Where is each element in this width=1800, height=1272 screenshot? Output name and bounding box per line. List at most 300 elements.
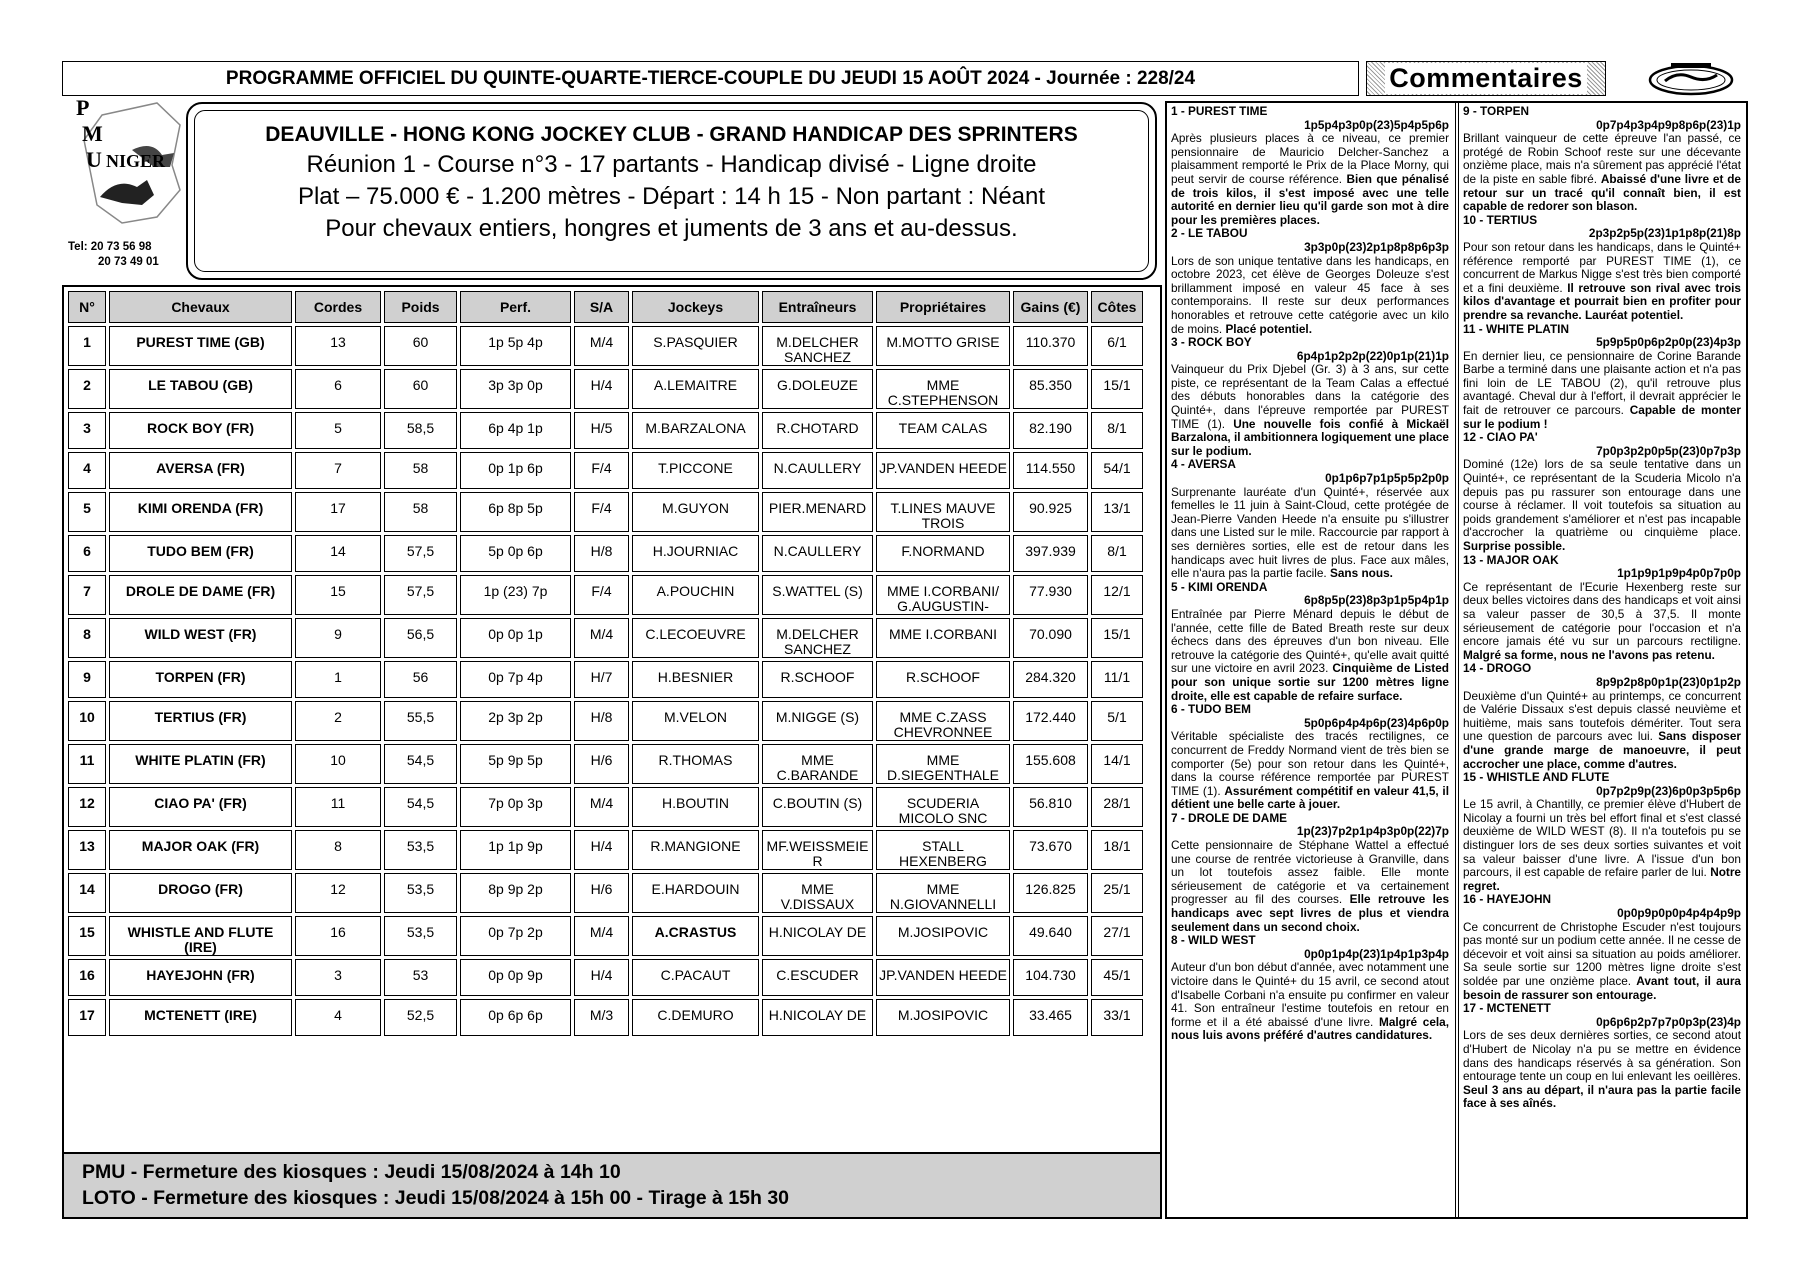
cell-cote: 25/1	[1091, 873, 1143, 913]
race-title: DEAUVILLE - HONG KONG JOCKEY CLUB - GRAND HANDICAP DES SPRINTERS	[265, 123, 1078, 146]
cell-horse: TORPEN (FR)	[109, 661, 292, 698]
cell-owner: JP.VANDEN HEEDE	[876, 452, 1010, 489]
cell-cote: 18/1	[1091, 830, 1143, 870]
cell-cote: 6/1	[1091, 326, 1143, 366]
col-header-cordes: Cordes	[295, 291, 381, 323]
table-row	[68, 661, 1143, 698]
comment-body: En dernier lieu, ce pensionnaire de Corine Barande Barbe a terminé dans une plaisante action et n'a pas fini loin de LE TABOU (2), qu'il retrouve plus avantagé. Cheval dur à l'effort, il devrait apprécier le fait de retrouver ce parcours.	[1463, 348, 1741, 418]
cell-num: 15	[68, 916, 106, 956]
comment-horse-heading: 16 - HAYEJOHN	[1463, 892, 1552, 907]
cell-horse: WHISTLE AND FLUTE (IRE)	[109, 916, 292, 956]
cell-num: 4	[68, 452, 106, 489]
pmu-niger-logo	[62, 95, 187, 230]
comment-body: Le 15 avril, à Chantilly, ce premier élève d'Hubert de Nicolay a fourni un très bel effort final et s'est classé deuxième de WILD WEST (8). Il n'a toutefois pu se distinguer lors de ses deux sorties suivantes et voit sa valeur baisser d'une livre. A l'issue d'un bon parcours, il est capable de refaire parler de lui.	[1463, 797, 1741, 880]
comment-verdict: Assurément compétitif en valeur 41,5, il détient une belle carte à jouer.	[1171, 783, 1449, 812]
cell-num: 14	[68, 873, 106, 913]
commentaires-label: Commentaires	[1385, 63, 1587, 94]
cell-cote: 5/1	[1091, 701, 1143, 741]
cell-owner: TEAM CALAS	[876, 412, 1010, 449]
cell-jockey: R.MANGIONE	[632, 830, 759, 870]
cell-perf: 0p 6p 6p	[460, 999, 571, 1036]
cell-trainer: M.NIGGE (S)	[762, 701, 873, 741]
cell-jockey: R.THOMAS	[632, 744, 759, 784]
comment-text	[1171, 363, 1449, 458]
cell-jockey: C.LECOEUVRE	[632, 618, 759, 658]
cell-sa: H/4	[574, 959, 629, 996]
cell-num: 5	[68, 492, 106, 532]
cell-corde: 17	[295, 492, 381, 532]
cell-corde: 8	[295, 830, 381, 870]
cell-horse: PUREST TIME (GB)	[109, 326, 292, 366]
comment-verdict: Notre regret.	[1463, 865, 1741, 893]
comment-verdict: Il retrouve son rival avec trois kilos d'avantage et pourrait bien en profiter pour prendre sa revanche. Lauréat potentiel.	[1463, 280, 1741, 322]
col-header-perf: Perf.	[460, 291, 571, 323]
comment-verdict: Cinquième de Listed pour son unique sortie sur 1200 mètres ligne droite, elle est capable de refaire surface.	[1171, 661, 1449, 703]
table-row	[68, 412, 1143, 449]
comment-performance-sequence: 8p9p2p8p0p1p(23)0p1p2p	[1596, 674, 1741, 689]
table-row	[68, 535, 1143, 572]
table-row	[68, 999, 1143, 1036]
cell-gains: 155.608	[1013, 744, 1088, 784]
comment-performance-sequence: 0p7p4p3p4p9p8p6p(23)1p	[1596, 117, 1741, 132]
cell-owner: MME D.SIEGENTHALE	[876, 744, 1010, 784]
cell-gains: 126.825	[1013, 873, 1088, 913]
race-header	[186, 102, 1157, 280]
cell-gains: 73.670	[1013, 830, 1088, 870]
col-header-jockeys: Jockeys	[632, 291, 759, 323]
comment-body: Deuxième d'un Quinté+ au printemps, ce concurrent de Valérie Dissaux s'est depuis classé neuvième et huitième, mais sans toutefois démériter. Tout sera une question de parcours avec lui.	[1463, 688, 1741, 744]
cell-cote: 28/1	[1091, 787, 1143, 827]
cell-owner: M.JOSIPOVIC	[876, 999, 1010, 1036]
cell-cote: 15/1	[1091, 369, 1143, 409]
cell-horse: DROLE DE DAME (FR)	[109, 575, 292, 615]
col-header-poids: Poids	[384, 291, 457, 323]
cell-perf: 3p 3p 0p	[460, 369, 571, 409]
comment-body: Après plusieurs places à ce niveau, ce premier pensionnaire de Mauricio Delcher-Sanchez a plaisamment remporté le Prix de la Place Morny, qui peut servir de course référence.	[1171, 131, 1449, 186]
cell-poids: 53,5	[384, 916, 457, 956]
comment-body: Ce représentant de l'Ecurie Hexenberg reste sur deux belles victoires dans des handicaps et voit ainsi sa valeur passer de 30,5 à 37,5. Il monte sérieusement de catégorie pour l'occasion et n'a encore jamais été vu sur un parcours rectiligne.	[1463, 579, 1741, 649]
cell-num: 8	[68, 618, 106, 658]
cell-poids: 55,5	[384, 701, 457, 741]
cell-corde: 7	[295, 452, 381, 489]
cell-horse: MCTENETT (IRE)	[109, 999, 292, 1036]
table-row	[68, 830, 1143, 870]
cell-cote: 14/1	[1091, 744, 1143, 784]
table-row	[68, 916, 1143, 956]
cell-num: 9	[68, 661, 106, 698]
cell-gains: 104.730	[1013, 959, 1088, 996]
comment-text	[1463, 798, 1741, 893]
comment-horse-heading: 15 - WHISTLE AND FLUTE	[1463, 770, 1610, 785]
phone-2: 20 73 49 01	[98, 256, 159, 268]
comment-text	[1463, 132, 1741, 214]
cell-jockey: M.GUYON	[632, 492, 759, 532]
cell-cote: 15/1	[1091, 618, 1143, 658]
cell-jockey: A.LEMAITRE	[632, 369, 759, 409]
comment-verdict: Surprise possible.	[1463, 539, 1566, 553]
comment-horse-heading: 11 - WHITE PLATIN	[1463, 321, 1569, 336]
cell-gains: 172.440	[1013, 701, 1088, 741]
cell-cote: 27/1	[1091, 916, 1143, 956]
cell-perf: 0p 1p 6p	[460, 452, 571, 489]
cell-poids: 54,5	[384, 787, 457, 827]
cell-gains: 77.930	[1013, 575, 1088, 615]
comment-body: Auteur d'un bon début d'année, avec notamment une victoire dans le Quinté+ du 15 avril, ce second atout d'Isabelle Corbani n'a ensuite pu confirmer en valeur 41. Son entraîneur l'estime toutefois en retour en forme et il a été abaissé d'une livre.	[1171, 960, 1449, 1029]
logo-letter-m: M	[82, 121, 103, 146]
comments-column-right	[1463, 105, 1741, 1111]
cell-poids: 52,5	[384, 999, 457, 1036]
cell-num: 10	[68, 701, 106, 741]
table-row	[68, 873, 1143, 913]
comment-horse-heading: 8 - WILD WEST	[1171, 933, 1256, 948]
cell-sa: M/4	[574, 618, 629, 658]
cell-sa: H/8	[574, 701, 629, 741]
comment-body: Vainqueur du Prix Djebel (Gr. 3) à 3 ans, sur cette piste, ce représentant de la Team Calas a effectué des débuts honorables dans la catégorie des Quinté+, dans l'épreuve remportée par PUREST TIME (1).	[1171, 362, 1449, 431]
cell-poids: 57,5	[384, 575, 457, 615]
comment-performance-sequence: 0p0p9p0p0p4p4p4p9p	[1617, 906, 1741, 921]
cell-num: 1	[68, 326, 106, 366]
cell-trainer: H.NICOLAY DE	[762, 999, 873, 1036]
cell-poids: 53,5	[384, 830, 457, 870]
comment-text	[1171, 255, 1449, 337]
table-row	[68, 618, 1143, 658]
comment-verdict: Sans disposer d'une grande marge de manoeuvre, il peut accrocher une place, comme d'autres.	[1463, 729, 1741, 771]
cell-gains: 56.810	[1013, 787, 1088, 827]
cell-owner: M.JOSIPOVIC	[876, 916, 1010, 956]
comment-performance-sequence: 1p1p9p1p9p4p0p7p0p	[1617, 566, 1741, 581]
comment-body: Lors de ses deux dernières sorties, ce second atout d'Hubert de Nicolay n'a pu se mettre en évidence dans des handicaps réservés à sa génération. Son entourage tente un coup en lui enlevant les oeillères.	[1463, 1028, 1741, 1084]
cell-cote: 33/1	[1091, 999, 1143, 1036]
comment-performance-sequence: 2p3p2p5p(23)1p1p8p(21)8p	[1588, 226, 1741, 241]
comment-verdict: Avant tout, il aura besoin de rassurer son entourage.	[1463, 974, 1741, 1002]
comment-horse-heading: 6 - TUDO BEM	[1171, 702, 1251, 717]
comment-performance-sequence: 7p0p3p2p0p5p(23)0p7p3p	[1596, 443, 1741, 458]
cell-horse: MAJOR OAK (FR)	[109, 830, 292, 870]
table-header-row	[68, 291, 1143, 323]
comment-horse-heading: 4 - AVERSA	[1171, 457, 1236, 472]
comment-performance-sequence: 1p(23)7p2p1p4p3p0p(22)7p	[1296, 824, 1449, 839]
cell-perf: 6p 8p 5p	[460, 492, 571, 532]
comment-performance-sequence: 6p4p1p2p2p(22)0p1p(21)1p	[1296, 348, 1449, 363]
comment-body: Lors de son unique tentative dans les handicaps, en octobre 2023, cet élève de Georges Doleuze s'est brillamment imposé en valeur 45 face à ses contemporains. Il reste sur deux performances honorables et retrouve cette catégorie avec un kilo de moins.	[1171, 253, 1449, 336]
cell-num: 6	[68, 535, 106, 572]
comment-text	[1171, 486, 1449, 581]
pmu-closing-line: PMU - Fermeture des kiosques : Jeudi 15/08/2024 à 14h 10	[82, 1161, 621, 1183]
comment-text	[1171, 961, 1449, 1043]
cell-poids: 60	[384, 326, 457, 366]
cell-cote: 11/1	[1091, 661, 1143, 698]
comment-verdict: Bien que pénalisé de trois kilos, il s'est imposé avec une telle autorité en dernier lieu qu'il garde son mot à dire pour les premières places.	[1171, 171, 1449, 227]
cell-sa: H/8	[574, 535, 629, 572]
cell-perf: 1p (23) 7p	[460, 575, 571, 615]
cell-sa: H/5	[574, 412, 629, 449]
table-row	[68, 369, 1143, 409]
race-info-line-3: Pour chevaux entiers, hongres et juments de 3 ans et au-dessus.	[325, 215, 1018, 242]
race-info-line-2: Plat – 75.000 € - 1.200 mètres - Départ : 14 h 15 - Non partant : Néant	[297, 183, 1046, 210]
comment-text	[1171, 730, 1449, 812]
comment-performance-sequence: 0p6p6p2p7p7p0p3p(23)4p	[1596, 1014, 1741, 1029]
comments-panel	[1165, 101, 1748, 1219]
cell-horse: AVERSA (FR)	[109, 452, 292, 489]
cell-perf: 5p 0p 6p	[460, 535, 571, 572]
col-header-proprietaires: Propriétaires	[876, 291, 1010, 323]
comment-verdict: Malgré sa forme, nous ne l'avons pas retenu.	[1463, 647, 1715, 662]
commentaires-banner	[1366, 61, 1606, 96]
cell-cote: 12/1	[1091, 575, 1143, 615]
comment-performance-sequence: 3p3p0p(23)2p1p8p8p6p3p	[1304, 239, 1449, 254]
cell-trainer: C.ESCUDER	[762, 959, 873, 996]
cell-perf: 1p 5p 4p	[460, 326, 571, 366]
cell-owner: T.LINES MAUVE TROIS	[876, 492, 1010, 532]
cell-poids: 58	[384, 492, 457, 532]
comment-verdict: Malgré cela, nous luis avons préféré d'autres candidatures.	[1171, 1014, 1449, 1043]
table-row	[68, 326, 1143, 366]
comment-verdict: Seul 3 ans au départ, il n'aura pas la partie facile face à ses aînés.	[1463, 1082, 1741, 1111]
cell-poids: 53	[384, 959, 457, 996]
cell-num: 17	[68, 999, 106, 1036]
cell-owner: STALL HEXENBERG	[876, 830, 1010, 870]
cell-perf: 0p 0p 9p	[460, 959, 571, 996]
cell-owner: MME C.ZASS CHEVRONNEE	[876, 701, 1010, 741]
comment-body: Surprenante lauréate d'un Quinté+, réservée aux femelles le 11 juin à Saint-Cloud, cette protégée de Jean-Pierre Vanden Heede n'a ensuite pu s'illustrer dans une Listed sur le mile. Raccourcie par rapport à ses dernières sorties, elle est de retour dans les handicaps avec huit livres de plus. Face aux mâles, elle n'aura pas la partie facile.	[1171, 484, 1449, 581]
table-row	[68, 452, 1143, 489]
comment-verdict: Elle retrouve les handicaps avec sept livres de plus et viendra seulement dans un second choix.	[1171, 892, 1450, 934]
lonani-logo-icon	[1647, 61, 1735, 96]
phone-1: Tel: 20 73 56 98	[68, 241, 152, 253]
comment-horse-heading: 9 - TORPEN	[1463, 104, 1529, 118]
cell-trainer: N.CAULLERY	[762, 452, 873, 489]
table-row	[68, 701, 1143, 741]
cell-corde: 1	[295, 661, 381, 698]
cell-corde: 4	[295, 999, 381, 1036]
cell-owner: JP.VANDEN HEEDE	[876, 959, 1010, 996]
comment-horse-heading: 14 - DROGO	[1463, 661, 1532, 676]
cell-sa: M/4	[574, 326, 629, 366]
cell-num: 7	[68, 575, 106, 615]
cell-sa: F/4	[574, 575, 629, 615]
cell-poids: 58,5	[384, 412, 457, 449]
cell-gains: 49.640	[1013, 916, 1088, 956]
cell-cote: 8/1	[1091, 412, 1143, 449]
cell-sa: H/6	[574, 744, 629, 784]
cell-gains: 70.090	[1013, 618, 1088, 658]
cell-sa: H/7	[574, 661, 629, 698]
comment-horse-heading: 1 - PUREST TIME	[1171, 104, 1268, 118]
cell-jockey: E.HARDOUIN	[632, 873, 759, 913]
cell-sa: H/6	[574, 873, 629, 913]
logo-letter-p: P	[76, 95, 90, 120]
cell-horse: TUDO BEM (FR)	[109, 535, 292, 572]
comment-body: Pour son retour dans les handicaps, dans le Quinté+ référence remporté par PUREST TIME (1), ce concurrent de Markus Nigge s'est très bien comporté et a fini deuxième.	[1463, 239, 1741, 295]
cell-gains: 82.190	[1013, 412, 1088, 449]
cell-trainer: PIER.MENARD	[762, 492, 873, 532]
cell-horse: CIAO PA' (FR)	[109, 787, 292, 827]
cell-num: 13	[68, 830, 106, 870]
cell-sa: F/4	[574, 452, 629, 489]
cell-horse: KIMI ORENDA (FR)	[109, 492, 292, 532]
comment-body: Véritable spécialiste des tracés rectilignes, ce concurrent de Freddy Normand vient de très bien se comporter (5e) pour son retour dans les Quinté+, dans la course référence remportée par PUREST TIME (1).	[1171, 729, 1449, 798]
cell-gains: 33.465	[1013, 999, 1088, 1036]
comment-body: Dominé (12e) lors de sa seule tentative dans un Quinté+, ce représentant de la Scuderia Micolo n'a depuis pas pu rassurer son entourage dans une course à réclamer. Il voit toutefois sa situation au poids grandement s'améliorer et n'est pas incapable d'accrocher la quatrième ou cinquième place.	[1463, 457, 1741, 540]
cell-jockey: H.BOUTIN	[632, 787, 759, 827]
cell-jockey: T.PICCONE	[632, 452, 759, 489]
cell-gains: 110.370	[1013, 326, 1088, 366]
comment-performance-sequence: 0p1p6p7p1p5p5p2p0p	[1325, 471, 1449, 486]
cell-horse: WILD WEST (FR)	[109, 618, 292, 658]
comment-horse-heading: 10 - TERTIUS	[1463, 212, 1538, 227]
comment-horse-heading: 12 - CIAO PA'	[1463, 430, 1538, 445]
comment-text	[1171, 839, 1449, 934]
cell-corde: 2	[295, 701, 381, 741]
cell-horse: HAYEJOHN (FR)	[109, 959, 292, 996]
cell-trainer: G.DOLEUZE	[762, 369, 873, 409]
comment-horse-heading: 2 - LE TABOU	[1171, 226, 1248, 241]
comment-text	[1463, 458, 1741, 553]
cell-jockey: M.BARZALONA	[632, 412, 759, 449]
cell-perf: 8p 9p 2p	[460, 873, 571, 913]
cell-trainer: M.DELCHER SANCHEZ	[762, 326, 873, 366]
comment-verdict: Sans nous.	[1330, 566, 1393, 581]
cell-poids: 56,5	[384, 618, 457, 658]
cell-gains: 284.320	[1013, 661, 1088, 698]
col-header-sa: S/A	[574, 291, 629, 323]
cell-owner: MME I.CORBANI/ G.AUGUSTIN-	[876, 575, 1010, 615]
col-header-entraineurs: Entraîneurs	[762, 291, 873, 323]
column-divider	[1455, 103, 1459, 1217]
cell-trainer: MME C.BARANDE	[762, 744, 873, 784]
cell-owner: M.MOTTO GRISE	[876, 326, 1010, 366]
logo-word-niger: NIGER	[106, 151, 166, 171]
cell-jockey: C.PACAUT	[632, 959, 759, 996]
cell-jockey: M.VELON	[632, 701, 759, 741]
loto-closing-line: LOTO - Fermeture des kiosques : Jeudi 15/08/2024 à 15h 00 - Tirage à 15h 30	[82, 1187, 790, 1209]
cell-trainer: MME V.DISSAUX	[762, 873, 873, 913]
cell-jockey: A.POUCHIN	[632, 575, 759, 615]
cell-poids: 57,5	[384, 535, 457, 572]
cell-corde: 6	[295, 369, 381, 409]
logo-letter-u: U	[86, 147, 102, 172]
cell-corde: 9	[295, 618, 381, 658]
cell-horse: ROCK BOY (FR)	[109, 412, 292, 449]
cell-num: 11	[68, 744, 106, 784]
cell-jockey: C.DEMURO	[632, 999, 759, 1036]
table-row	[68, 959, 1143, 996]
comment-verdict: Une nouvelle fois confié à Mickaël Barzalona, il ambitionnera logiquement une place sur le podium.	[1171, 416, 1449, 458]
cell-corde: 3	[295, 959, 381, 996]
comment-text	[1171, 608, 1449, 703]
cell-owner: MME I.CORBANI	[876, 618, 1010, 658]
col-header-n: N°	[68, 291, 106, 323]
cell-trainer: R.SCHOOF	[762, 661, 873, 698]
comment-text	[1463, 581, 1741, 663]
cell-perf: 0p 7p 2p	[460, 916, 571, 956]
comment-body: Ce concurrent de Christophe Escuder n'est toujours pas monté sur un podium cette année. Il ne cesse de décevoir et voit ainsi sa situation au poids améliorer. Sa seule sortie sur 1200 mètres ligne droite s'est soldée par une onzième place.	[1463, 919, 1741, 988]
col-header-gains: Gains (€)	[1013, 291, 1088, 323]
cell-num: 16	[68, 959, 106, 996]
cell-trainer: R.CHOTARD	[762, 412, 873, 449]
table-row	[68, 575, 1143, 615]
cell-perf: 5p 9p 5p	[460, 744, 571, 784]
cell-corde: 16	[295, 916, 381, 956]
comment-horse-heading: 5 - KIMI ORENDA	[1171, 579, 1268, 594]
cell-gains: 397.939	[1013, 535, 1088, 572]
comment-text	[1463, 921, 1741, 1003]
cell-num: 2	[68, 369, 106, 409]
cell-cote: 8/1	[1091, 535, 1143, 572]
cell-trainer: M.DELCHER SANCHEZ	[762, 618, 873, 658]
cell-gains: 90.925	[1013, 492, 1088, 532]
cell-sa: H/4	[574, 830, 629, 870]
cell-poids: 56	[384, 661, 457, 698]
cell-gains: 114.550	[1013, 452, 1088, 489]
cell-trainer: C.BOUTIN (S)	[762, 787, 873, 827]
cell-jockey: H.JOURNIAC	[632, 535, 759, 572]
cell-cote: 54/1	[1091, 452, 1143, 489]
cell-corde: 11	[295, 787, 381, 827]
cell-owner: MME C.STEPHENSON	[876, 369, 1010, 409]
comment-verdict: Placé potentiel.	[1225, 321, 1312, 336]
cell-horse: WHITE PLATIN (FR)	[109, 744, 292, 784]
cell-num: 12	[68, 787, 106, 827]
runners-table	[65, 288, 1146, 1039]
cell-corde: 13	[295, 326, 381, 366]
cell-trainer: MF.WEISSMEIE R	[762, 830, 873, 870]
comment-horse-heading: 13 - MAJOR OAK	[1463, 552, 1559, 567]
cell-perf: 0p 7p 4p	[460, 661, 571, 698]
col-header-chevaux: Chevaux	[109, 291, 292, 323]
comment-horse-heading: 7 - DROLE DE DAME	[1171, 810, 1288, 825]
cell-owner: MME N.GIOVANNELLI	[876, 873, 1010, 913]
cell-perf: 0p 0p 1p	[460, 618, 571, 658]
comments-column-left	[1171, 105, 1449, 1043]
cell-perf: 2p 3p 2p	[460, 701, 571, 741]
comment-body: Entraînée par Pierre Ménard depuis le début de l'année, cette fille de Bated Breath reste sur deux échecs dans des épreuves d'un bon niveau. Elle retrouve la catégorie des Quinté+, qu'elle avait quitté sur une victoire en avril 2023.	[1171, 606, 1449, 676]
cell-corde: 14	[295, 535, 381, 572]
programme-title: PROGRAMME OFFICIEL DU QUINTE-QUARTE-TIERCE-COUPLE DU JEUDI 15 AOÛT 2024 - Journée : 228/24	[62, 61, 1359, 96]
cell-sa: M/4	[574, 916, 629, 956]
comment-horse-heading: 3 - ROCK BOY	[1171, 335, 1252, 350]
comment-body: Brillant vainqueur de cette épreuve l'an passé, ce protégé de Robin Schoof reste sur une décevante onzième place, mais n'a sûrement pas apprécié l'état de la piste en sable fibré.	[1463, 131, 1741, 186]
cell-trainer: H.NICOLAY DE	[762, 916, 873, 956]
cell-perf: 6p 4p 1p	[460, 412, 571, 449]
comment-text	[1463, 690, 1741, 772]
kiosk-closing-info	[62, 1152, 1162, 1219]
comment-performance-sequence: 5p9p5p0p6p2p0p(23)4p3p	[1596, 335, 1741, 350]
cell-horse: DROGO (FR)	[109, 873, 292, 913]
comment-performance-sequence: 1p5p4p3p0p(23)5p4p5p6p	[1304, 117, 1449, 132]
cell-corde: 10	[295, 744, 381, 784]
cell-poids: 53,5	[384, 873, 457, 913]
cell-jockey: H.BESNIER	[632, 661, 759, 698]
table-row	[68, 787, 1143, 827]
table-row	[68, 744, 1143, 784]
comment-text	[1171, 132, 1449, 227]
cell-sa: H/4	[574, 369, 629, 409]
cell-jockey: S.PASQUIER	[632, 326, 759, 366]
race-info-line-1: Réunion 1 - Course n°3 - 17 partants - Handicap divisé - Ligne droite	[306, 151, 1037, 178]
cell-trainer: N.CAULLERY	[762, 535, 873, 572]
comment-body: Cette pensionnaire de Stéphane Wattel a effectué une course de rentrée victorieuse à Granville, dans un lot toutefois assez faible. Elle monte sérieusement de catégorie et va certainement progresser au fil des courses.	[1171, 838, 1449, 907]
cell-horse: LE TABOU (GB)	[109, 369, 292, 409]
comment-horse-heading: 17 - MCTENETT	[1463, 1001, 1551, 1016]
comment-performance-sequence: 6p8p5p(23)8p3p1p5p4p1p	[1304, 593, 1449, 608]
cell-corde: 15	[295, 575, 381, 615]
cell-gains: 85.350	[1013, 369, 1088, 409]
cell-poids: 58	[384, 452, 457, 489]
runners-table-box	[62, 285, 1162, 1219]
cell-perf: 7p 0p 3p	[460, 787, 571, 827]
cell-horse: TERTIUS (FR)	[109, 701, 292, 741]
